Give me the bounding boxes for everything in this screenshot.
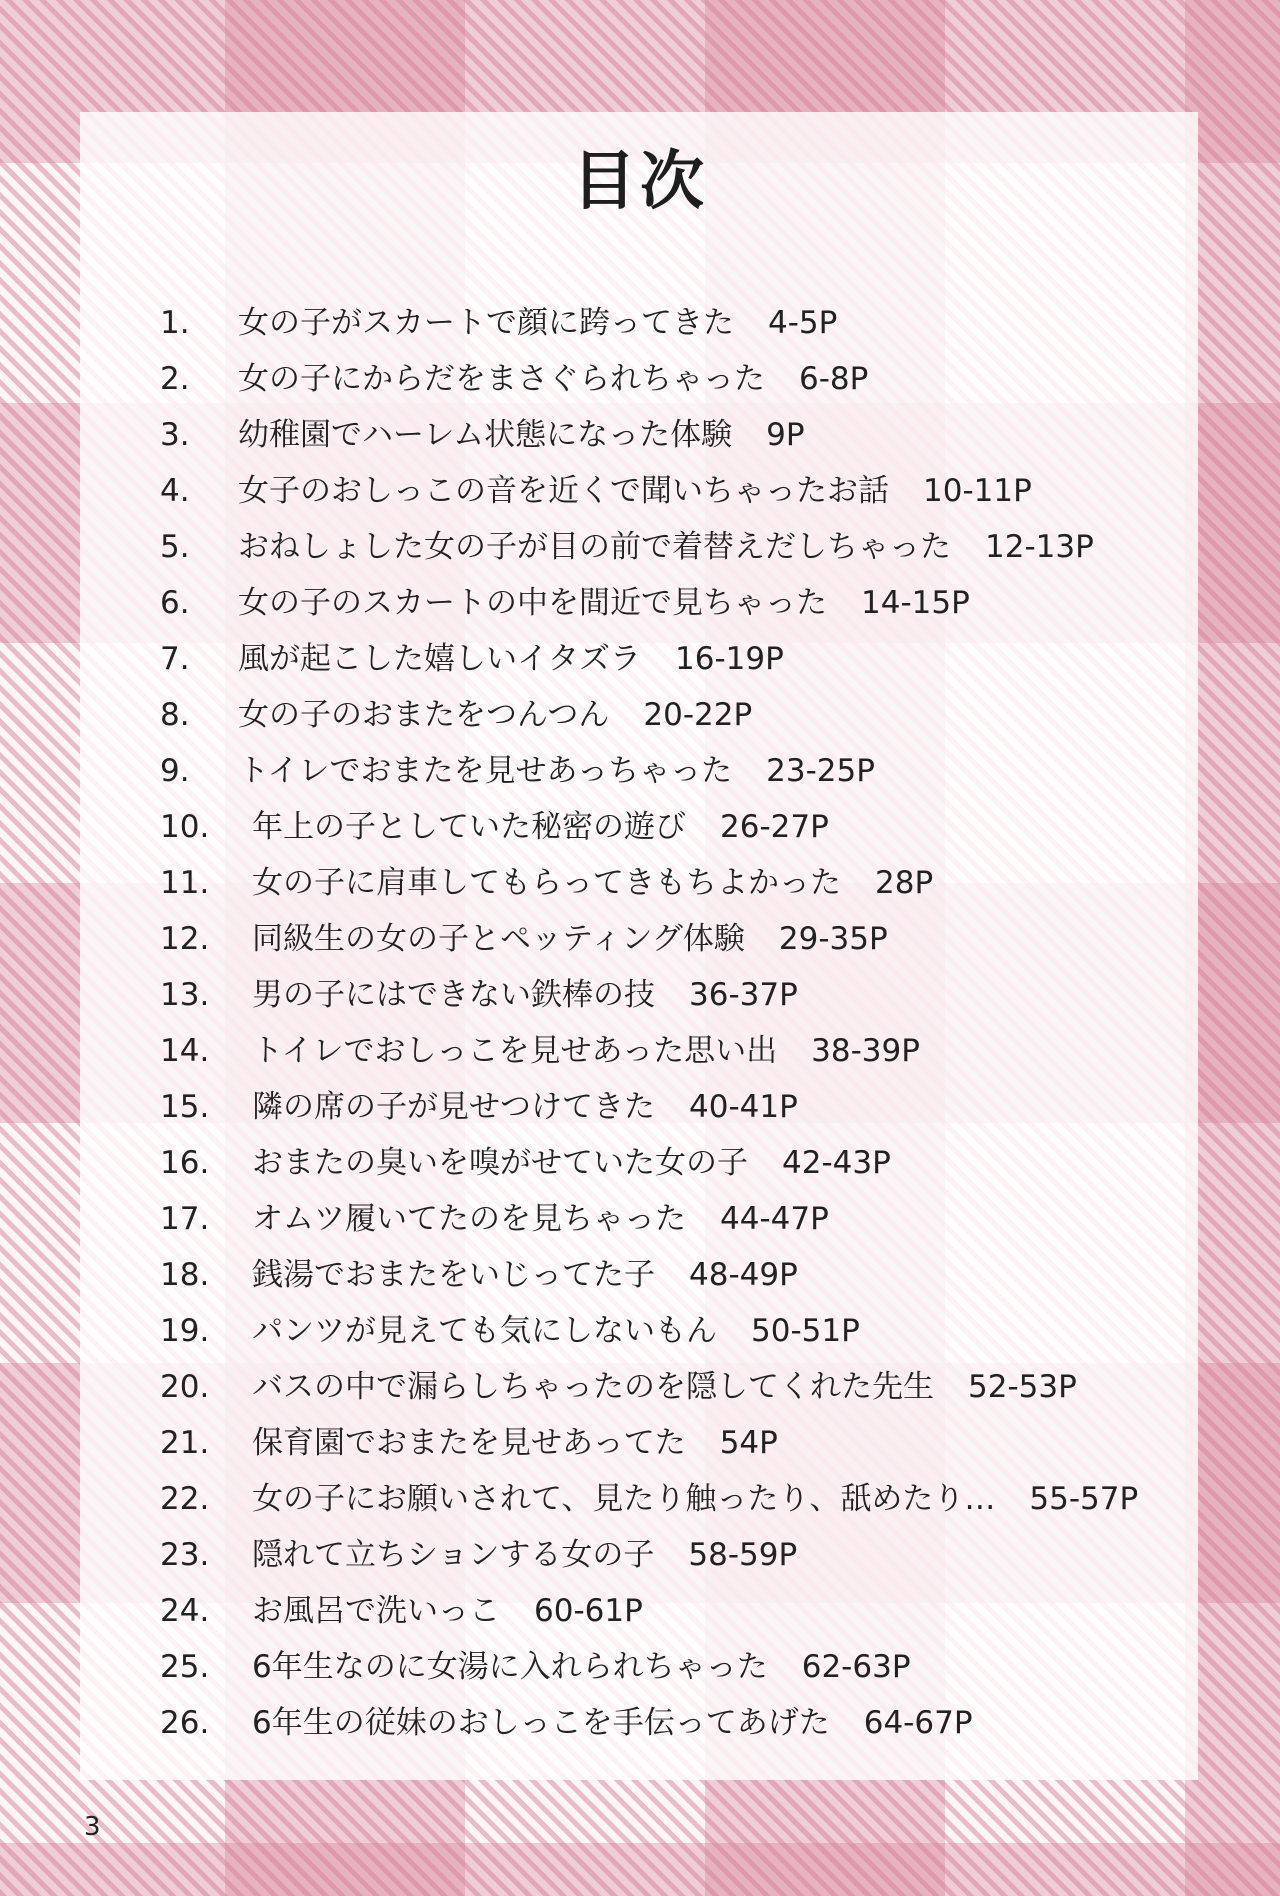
toc-entry-label [252,1191,829,1247]
toc-entry-label [252,1247,798,1303]
toc-entry-pages: 44-47P [720,1201,829,1237]
toc-entry-title: 年上の子としていた秘密の遊び [252,809,686,845]
toc-entry-pages: 48-49P [689,1257,798,1293]
toc-entry [160,855,1220,911]
toc-entry-title: 幼稚園でハーレム状態になった体験 [238,417,733,453]
table-of-contents [160,295,1220,1751]
toc-entry [160,351,1220,407]
toc-entry-number: 19. [160,1313,210,1349]
toc-entry-title: 同級生の女の子とペッティング体験 [252,921,745,957]
toc-entry-pages: 12-13P [985,529,1094,565]
toc-entry-number: 25. [160,1649,210,1685]
toc-entry-title: 女の子のスカートの中を間近で見ちゃった [238,585,827,621]
toc-entry-pages: 50-51P [751,1313,860,1349]
toc-entry-pages: 38-39P [811,1033,920,1069]
toc-entry-pages: 29-35P [778,921,888,957]
toc-entry [160,743,1220,799]
toc-entry-pages: 23-25P [766,753,875,789]
toc-entry [160,631,1220,687]
toc-entry [160,1415,1220,1471]
toc-entry-label [238,575,970,631]
toc-entry-label [252,967,798,1023]
toc-entry [160,911,1220,967]
toc-entry [160,1471,1220,1527]
toc-entry-pages: 54P [719,1425,778,1461]
toc-entry-label [252,1135,891,1191]
toc-entry-pages: 52-53P [968,1369,1077,1405]
toc-entry-pages: 26-27P [720,809,829,845]
toc-entry [160,1695,1220,1751]
toc-entry-label [238,743,875,799]
toc-entry-pages: 16-19P [675,641,784,677]
toc-entry-title: 6年生の従妹のおしっこを手伝ってあげた [252,1705,830,1741]
toc-entry-number: 15. [160,1089,210,1125]
toc-entry [160,463,1220,519]
toc-entry-number: 18. [160,1257,210,1293]
toc-entry [160,1583,1220,1639]
toc-entry-title: バスの中で漏らしちゃったのを隠してくれた先生 [252,1369,934,1405]
toc-entry-title: 女子のおしっこの音を近くで聞いちゃったお話 [238,473,889,509]
toc-entry [160,687,1220,743]
toc-entry [160,799,1220,855]
toc-entry-title: 女の子にからだをまさぐられちゃった [238,361,765,397]
toc-entry-number: 7. [160,641,190,677]
toc-entry-label [238,687,752,743]
toc-entry-label [238,407,805,463]
toc-entry-number: 5. [160,529,190,565]
toc-entry-label [252,855,933,911]
toc-entry-pages: 20-22P [643,697,753,733]
toc-entry-label [252,1583,643,1639]
toc-entry [160,1135,1220,1191]
page-number: 3 [84,1812,101,1842]
toc-entry [160,1303,1220,1359]
toc-entry-title: 保育園でおまたを見せあってた [252,1425,686,1461]
toc-entry-pages: 42-43P [782,1145,891,1181]
toc-entry-number: 2. [160,361,190,397]
toc-entry-number: 20. [160,1369,210,1405]
toc-entry-title: 女の子がスカートで顔に跨ってきた [238,305,734,341]
toc-entry-number: 23. [160,1537,210,1573]
toc-entry-pages: 9P [766,417,805,453]
toc-entry-label [252,1303,860,1359]
toc-entry-number: 11. [160,865,210,901]
toc-entry-title: オムツ履いてたのを見ちゃった [252,1201,686,1237]
toc-entry-label [252,799,829,855]
toc-entry-label [252,1527,797,1583]
toc-entry [160,1639,1220,1695]
toc-entry-number: 12. [160,921,210,957]
toc-entry-label [252,1639,911,1695]
toc-entry-number: 9. [160,753,190,789]
toc-entry-pages: 36-37P [689,977,798,1013]
toc-entry-title: トイレでおまたを見せあっちゃった [238,753,733,789]
toc-entry-pages: 55-57P [1029,1481,1139,1517]
toc-entry-number: 13. [160,977,210,1013]
toc-entry [160,1079,1220,1135]
toc-entry-number: 17. [160,1201,210,1237]
toc-entry-number: 10. [160,809,210,845]
toc-entry-title: 6年生なのに女湯に入れられちゃった [252,1649,768,1685]
toc-entry-title: 銭湯でおまたをいじってた子 [252,1257,655,1293]
toc-entry-title: お風呂で洗いっこ [252,1593,500,1629]
toc-entry-title: 風が起こした嬉しいイタズラ [238,641,641,677]
toc-entry-label [252,911,888,967]
toc-entry [160,1247,1220,1303]
toc-entry [160,407,1220,463]
toc-entry-number: 26. [160,1705,210,1741]
toc-entry-number: 4. [160,473,190,509]
toc-entry-number: 1. [160,305,190,341]
toc-entry-number: 6. [160,585,190,621]
toc-entry-title: 隠れて立ちションする女の子 [252,1537,655,1573]
toc-entry [160,1191,1220,1247]
toc-entry-title: おねしょした女の子が目の前で着替えだしちゃった [238,529,951,565]
toc-entry-title: トイレでおしっこを見せあった思い出 [252,1033,778,1069]
toc-entry [160,519,1220,575]
toc-entry-label [252,1471,1138,1527]
toc-entry-number: 14. [160,1033,210,1069]
toc-entry [160,575,1220,631]
toc-entry-title: 女の子に肩車してもらってきもちよかった [252,865,841,901]
toc-entry-title: パンツが見えても気にしないもん [252,1313,717,1349]
toc-entry-title: 女の子にお願いされて、見たり触ったり、舐めたり… [252,1481,996,1517]
toc-entry-label [238,463,1032,519]
toc-entry-label [238,519,1094,575]
toc-entry-number: 8. [160,697,190,733]
toc-entry [160,1527,1220,1583]
toc-entry-label [252,1079,798,1135]
toc-entry-title: おまたの臭いを嗅がせていた女の子 [252,1145,748,1181]
toc-entry-pages: 14-15P [861,585,970,621]
toc-entry-pages: 60-61P [534,1593,643,1629]
toc-entry-pages: 6-8P [799,361,869,397]
toc-entry-number: 24. [160,1593,210,1629]
page-title: 目次 [572,145,708,219]
toc-entry-number: 3. [160,417,190,453]
toc-entry-pages: 64-67P [863,1705,973,1741]
toc-entry-title: 男の子にはできない鉄棒の技 [252,977,655,1013]
toc-entry-pages: 10-11P [923,473,1032,509]
toc-entry-pages: 4-5P [768,305,838,341]
toc-entry-title: 女の子のおまたをつんつん [238,697,610,733]
toc-entry-number: 21. [160,1425,210,1461]
toc-entry-label [238,631,784,687]
toc-entry [160,1023,1220,1079]
toc-entry-number: 22. [160,1481,210,1517]
toc-entry-title: 隣の席の子が見せつけてきた [252,1089,655,1125]
toc-entry-label [238,295,837,351]
toc-entry [160,1359,1220,1415]
toc-entry-pages: 62-63P [801,1649,911,1685]
toc-entry-label [252,1695,973,1751]
toc-entry-pages: 28P [875,865,934,901]
toc-entry-label [252,1415,778,1471]
toc-entry-pages: 40-41P [689,1089,798,1125]
toc-entry-label [252,1359,1077,1415]
toc-entry-pages: 58-59P [688,1537,798,1573]
toc-entry-label [238,351,868,407]
toc-entry [160,295,1220,351]
toc-entry-number: 16. [160,1145,210,1181]
toc-entry-label [252,1023,920,1079]
toc-entry [160,967,1220,1023]
